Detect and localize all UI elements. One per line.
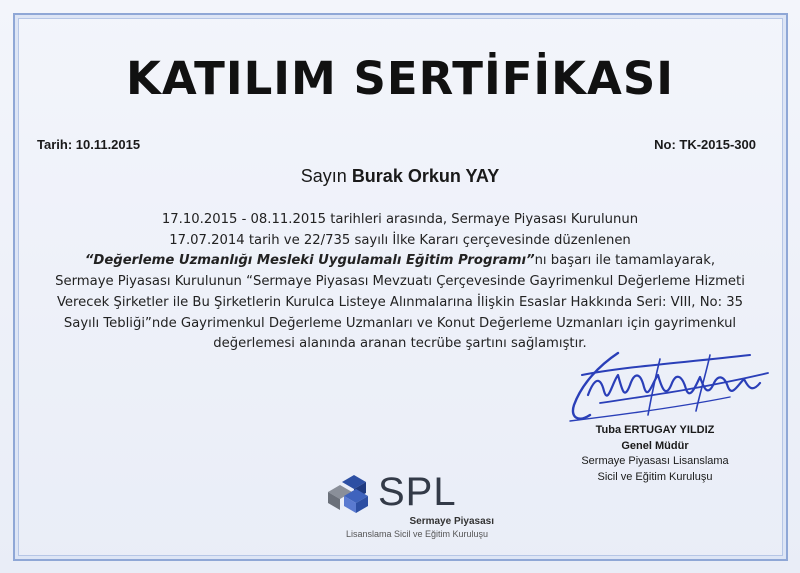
body-line bbox=[0, 251, 800, 272]
body-line: değerlemesi alanında aranan tecrübe şartını sağlamıştır. bbox=[213, 336, 587, 352]
body-line: Sermaye Piyasası Kurulunun “Sermaye Piyasası Mevzuatı Çerçevesinde Gayrimenkul Değerleme Hizmeti bbox=[55, 274, 745, 290]
signatory-org-line: Sicil ve Eğitim Kuruluşu bbox=[597, 470, 713, 483]
body-line: 17.10.2015 - 08.11.2015 tarihleri arasında, Sermaye Piyasası Kurulunun bbox=[161, 212, 639, 227]
recipient-name: Burak Orkun YAY bbox=[351, 166, 500, 186]
body-line: Verecek Şirketler ile Bu Şirketlerin Kurulca Listeye Alınmalarına İlişkin Esaslar Hakkında Seri: VIII, No: 35 bbox=[56, 294, 744, 310]
logo-subtitle-small: Lisanslama Sicil ve Eğitim Kuruluşu bbox=[345, 529, 488, 539]
salutation bbox=[0, 166, 800, 187]
body-line: 17.07.2014 tarih ve 22/735 sayılı İlke Kararı çerçevesinde düzenlenen bbox=[169, 232, 631, 248]
logo-subtitle: Sermaye Piyasası bbox=[409, 516, 494, 527]
signatory-role: Genel Müdür bbox=[621, 439, 689, 452]
signatory-block bbox=[560, 423, 750, 485]
certificate-number: No: TK-2015-300 bbox=[654, 137, 756, 152]
spl-cube-icon bbox=[322, 472, 380, 514]
body-line: Sayılı Tebliği”nde Gayrimenkul Değerleme Uzmanları ve Konut Değerleme Uzmanları için gayrimenkul bbox=[63, 315, 737, 331]
spl-logo bbox=[322, 472, 492, 544]
logo-wordmark: SPL bbox=[378, 470, 457, 514]
certificate-title: KATILIM SERTİFİKASI bbox=[125, 52, 675, 105]
signatory-name: Tuba ERTUGAY YILDIZ bbox=[595, 424, 715, 436]
handwritten-signature bbox=[560, 345, 780, 430]
salutation-prefix: Sayın bbox=[300, 166, 347, 186]
signatory-org-line: Sermaye Piyasası Lisanslama bbox=[581, 455, 729, 467]
certificate-body bbox=[0, 210, 800, 355]
program-name: “Değerleme Uzmanlığı Mesleki Uygulamalı Eğitim Programı” bbox=[84, 253, 535, 269]
issue-date: Tarih: 10.11.2015 bbox=[37, 137, 141, 152]
body-line-suffix: nı başarı ile tamamlayarak, bbox=[534, 253, 716, 269]
